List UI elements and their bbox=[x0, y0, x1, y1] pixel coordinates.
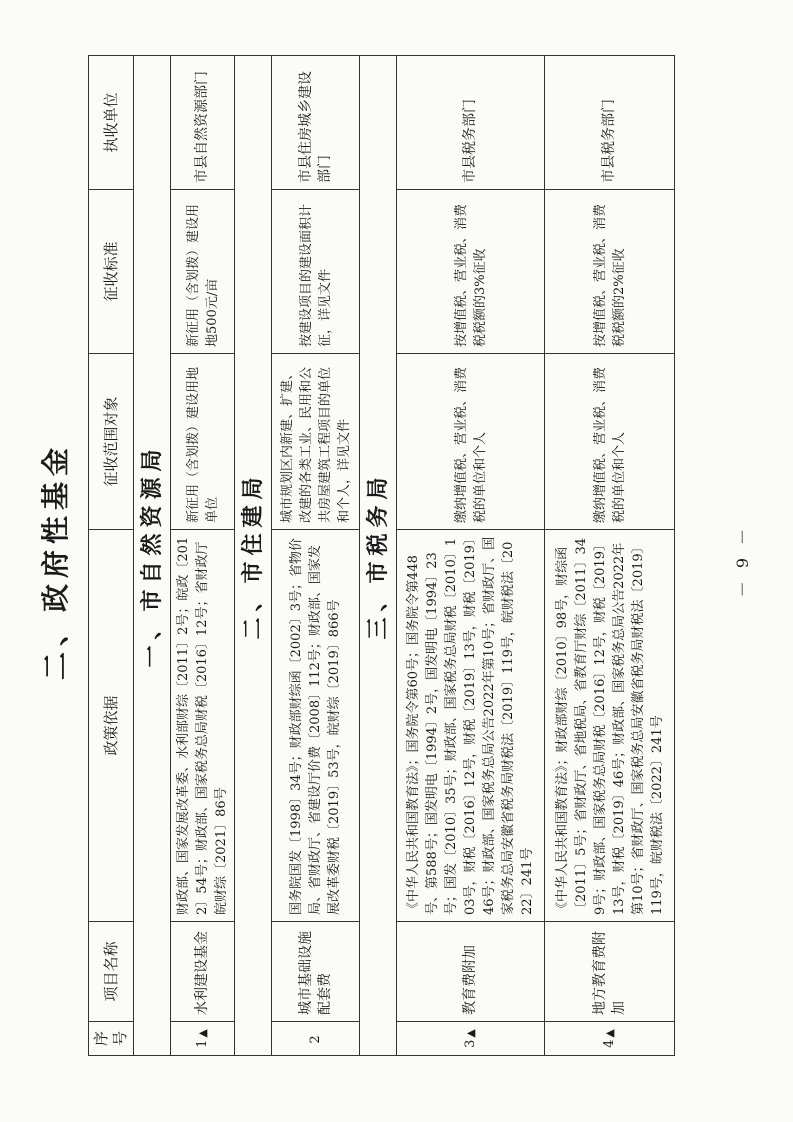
fund-table bbox=[88, 55, 675, 1056]
page-number: － 9 － bbox=[733, 524, 752, 598]
row-project: 水利建设基金 bbox=[171, 922, 235, 1022]
row-unit: 市县税务部门 bbox=[397, 56, 545, 190]
row-standard: 新征用（含划拨）建设用地500元/亩 bbox=[171, 190, 235, 354]
row-standard: 按建设项目的建设面积计征，详见文件 bbox=[272, 190, 360, 354]
row-scope: 缴纳增值税、营业税、消费税的单位和个人 bbox=[545, 354, 675, 530]
row-seq: 4▲ bbox=[545, 1022, 675, 1056]
header-seq: 序号 bbox=[89, 1022, 134, 1056]
header-basis: 政策依据 bbox=[89, 530, 134, 922]
table-row bbox=[397, 56, 545, 1056]
table-header-row bbox=[89, 56, 134, 1056]
row-project: 城市基础设施配套费 bbox=[272, 922, 360, 1022]
header-standard: 征收标准 bbox=[89, 190, 134, 354]
section-heading-row bbox=[360, 56, 397, 1056]
row-seq: 3▲ bbox=[397, 1022, 545, 1056]
row-basis: 《中华人民共和国教育法》；财政部财综〔2010〕98号，财综函〔2011〕5号；省财政厅、省地税局、省教育厅财综〔2011〕349号；财政部、国家税务总局财税〔2016〕12号，财税〔2019〕13号，财税〔2019〕46号；财政部、国家税务总局公告2022年第10号；省财政厅、国家税务总局安徽省税务局财税法〔2019〕119号，皖财税法〔2022〕241号 bbox=[545, 530, 675, 922]
page-title: 二、政府性基金 bbox=[39, 442, 72, 681]
table-row bbox=[272, 56, 360, 1056]
section-heading: 三、市税务局 bbox=[360, 56, 397, 1056]
row-unit: 市县自然资源部门 bbox=[171, 56, 235, 190]
row-scope: 新征用（含划拨）建设用地单位 bbox=[171, 354, 235, 530]
row-standard: 按增值税、营业税、消费税税额的3%征收 bbox=[397, 190, 545, 354]
row-basis: 《中华人民共和国教育法》；国务院令第60号；国务院令第448号、第588号；国发明电〔1994〕2号，国发明电〔1994〕23号；国发〔2010〕35号；财政部、国家税务总局财税〔2010〕103号，财税〔2016〕12号，财税〔2019〕13号，财税〔2019〕46号；财政部、国家税务总局公告2022年第10号；省财政厅、国家税务总局安徽省税务局财税法〔2019〕119号，皖财税法〔2022〕241号 bbox=[397, 530, 545, 922]
row-unit: 市县住房城乡建设部门 bbox=[272, 56, 360, 190]
row-project: 教育费附加 bbox=[397, 922, 545, 1022]
section-heading-row bbox=[235, 56, 272, 1056]
section-heading: 一、市自然资源局 bbox=[134, 56, 171, 1056]
triangle-marker-icon: ▲ bbox=[464, 1029, 477, 1038]
row-seq: 1▲ bbox=[171, 1022, 235, 1056]
row-basis: 财政部、国家发展改革委、水利部财综〔2011〕2号；皖政〔2012〕54号；财政部、国家税务总局财税〔2016〕12号；省财政厅皖财综〔2021〕86号 bbox=[171, 530, 235, 922]
row-seq: 2 bbox=[272, 1022, 360, 1056]
triangle-marker-icon: ▲ bbox=[603, 1029, 616, 1038]
header-scope: 征收范围对象 bbox=[89, 354, 134, 530]
table-row bbox=[545, 56, 675, 1056]
header-project: 项目名称 bbox=[89, 922, 134, 1022]
row-unit: 市县税务部门 bbox=[545, 56, 675, 190]
row-project: 地方教育费附加 bbox=[545, 922, 675, 1022]
section-heading: 二、市住建局 bbox=[235, 56, 272, 1056]
row-basis: 国务院国发〔1998〕34号；财政部财综函〔2002〕3号；省物价局、省财政厅、省建设厅价费〔2008〕112号；财政部、国家发展改革委财税〔2019〕53号，皖财综〔2019〕866号 bbox=[272, 530, 360, 922]
header-unit: 执收单位 bbox=[89, 56, 134, 190]
row-scope: 缴纳增值税、营业税、消费税的单位和个人 bbox=[397, 354, 545, 530]
triangle-marker-icon: ▲ bbox=[196, 1029, 209, 1038]
section-heading-row bbox=[134, 56, 171, 1056]
row-scope: 城市规划区内新建、扩建、改建的各类工业、民用和公共房屋建筑工程项目的单位和个人，详见文件 bbox=[272, 354, 360, 530]
row-standard: 按增值税、营业税、消费税税额的2%征收 bbox=[545, 190, 675, 354]
table-row bbox=[171, 56, 235, 1056]
